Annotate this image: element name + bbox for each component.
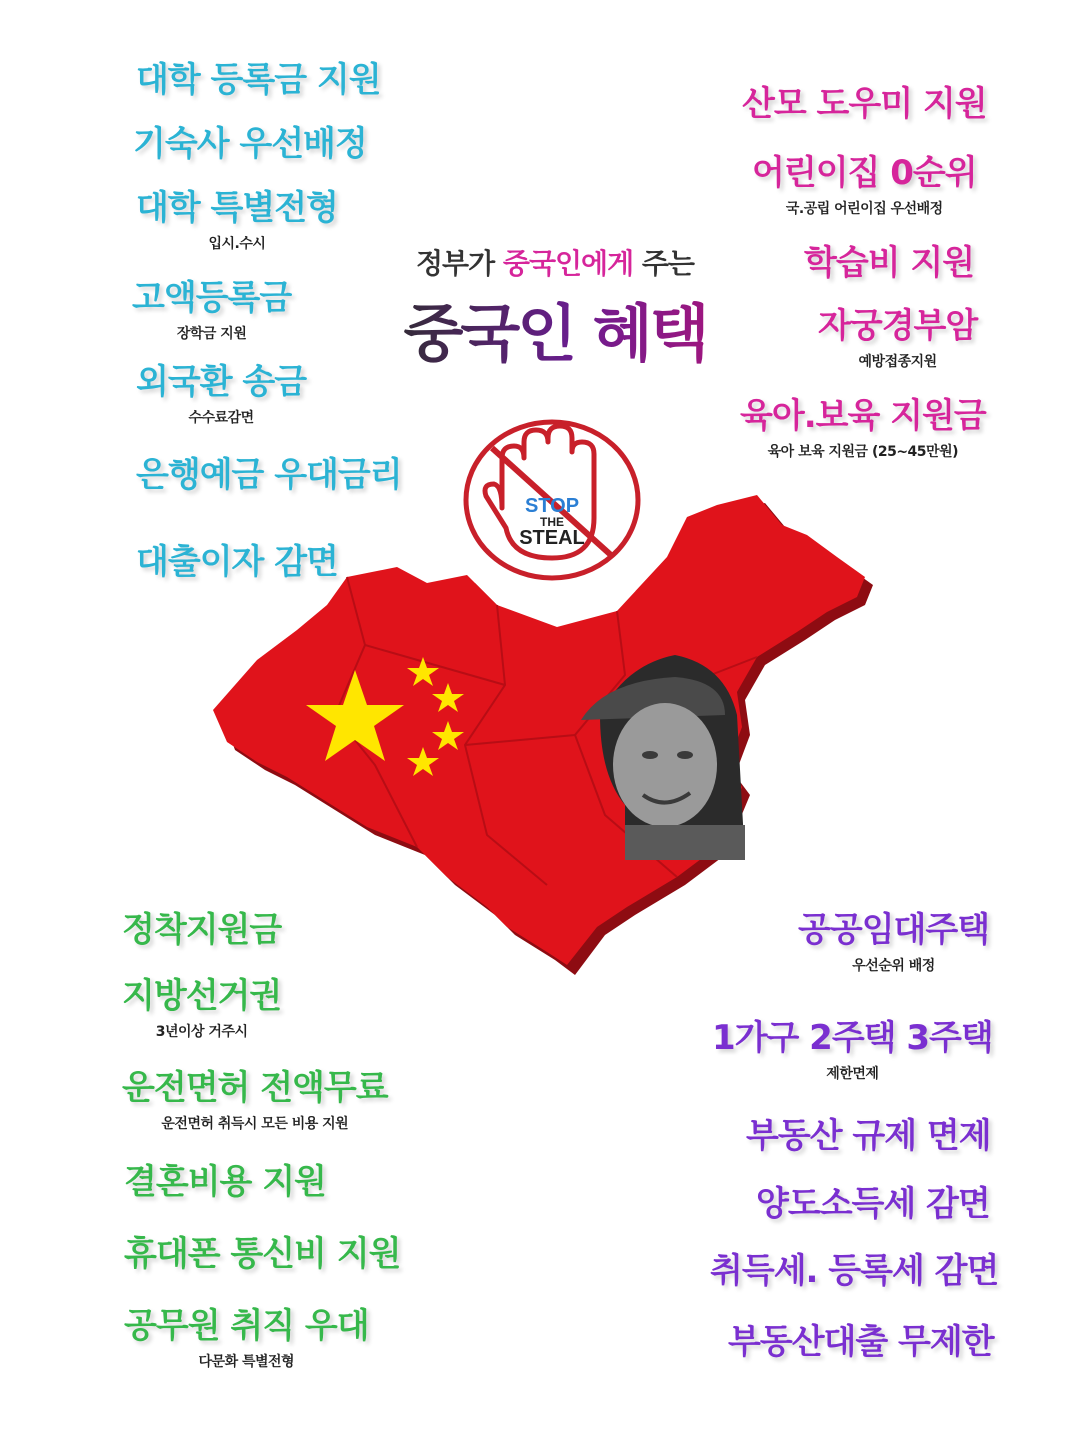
benefit-title: 부동산대출 무제한 [728, 1322, 994, 1362]
benefit-title: 학습비 지원 [804, 243, 975, 283]
benefit-title: 부동산 규제 면제 [746, 1116, 991, 1156]
benefit-item [132, 270, 291, 343]
benefit-title: 대학 등록금 지원 [136, 60, 381, 100]
benefit-title: 공공임대주택 [798, 910, 990, 950]
benefit-item [136, 52, 381, 101]
benefit-title: 대학 특별전형 [136, 188, 338, 228]
benefit-title: 고액등록금 [132, 278, 292, 318]
benefit-item [122, 1060, 388, 1133]
benefit-subtitle: 3년이상 거주시 [155, 1024, 248, 1040]
badge-text [462, 496, 642, 548]
benefit-subtitle: 육아 보육 지원금 (25~45만원) [767, 444, 958, 460]
benefit-item [122, 968, 281, 1041]
benefit-subtitle: 국.공립 어린이집 우선배정 [785, 201, 943, 217]
benefit-item [124, 1154, 326, 1203]
benefit-title: 지방선거권 [122, 976, 282, 1016]
heading-subtitle [380, 242, 730, 282]
benefit-item [124, 1226, 400, 1275]
benefit-item [752, 145, 977, 218]
heading-sub-prefix: 정부가 [415, 247, 503, 280]
benefit-title: 어린이집 0순위 [752, 153, 977, 193]
benefit-title: 공무원 취직 우대 [124, 1306, 369, 1346]
page-heading [380, 242, 730, 373]
benefit-title: 1가구 2주택 3주택 [712, 1018, 993, 1058]
benefit-item [122, 902, 281, 951]
stop-the-steal-badge [462, 418, 642, 583]
benefit-subtitle: 우선순위 배정 [852, 958, 935, 974]
benefit-title: 양도소득세 감면 [756, 1184, 990, 1224]
benefit-item [818, 298, 977, 371]
benefit-title: 은행예금 우대금리 [136, 455, 402, 495]
benefit-item [133, 116, 367, 165]
benefit-subtitle: 운전면허 취득시 모든 비용 지원 [161, 1116, 349, 1132]
benefit-item [742, 76, 987, 125]
heading-sub-highlight: 중국인에게 [502, 247, 634, 280]
benefit-title: 외국환 송금 [136, 362, 307, 402]
benefit-item [712, 1010, 993, 1083]
benefit-title: 자궁경부암 [818, 306, 978, 346]
benefit-item [746, 1108, 991, 1157]
heading-sub-suffix: 주는 [633, 247, 694, 280]
heading-title: 중국인 혜택 [380, 284, 730, 373]
benefit-item [710, 1243, 998, 1292]
benefit-title: 운전면허 전액무료 [122, 1068, 388, 1108]
benefit-item [756, 1176, 990, 1225]
benefit-title: 취득세. 등록세 감면 [710, 1251, 999, 1291]
benefit-title: 기숙사 우선배정 [133, 124, 367, 164]
benefit-subtitle: 예방접종지원 [858, 354, 937, 370]
badge-line-2: THE [540, 515, 564, 529]
benefit-item [136, 180, 338, 253]
benefit-title: 육아.보육 지원금 [740, 396, 986, 436]
benefit-title: 대출이자 감면 [136, 542, 338, 582]
benefit-title: 산모 도우미 지원 [742, 84, 987, 124]
badge-line-3: STEAL [519, 527, 585, 549]
benefit-item [798, 902, 989, 975]
benefit-item [728, 1314, 994, 1363]
benefit-subtitle: 제한면제 [826, 1066, 879, 1082]
benefit-subtitle: 다문화 특별전형 [198, 1354, 295, 1370]
benefit-subtitle: 수수료감면 [188, 410, 254, 426]
benefit-title: 정착지원금 [122, 910, 282, 950]
benefit-item [804, 235, 974, 284]
benefit-subtitle: 장학금 지원 [176, 326, 247, 342]
benefit-title: 휴대폰 통신비 지원 [124, 1234, 401, 1274]
benefit-item [124, 1298, 369, 1371]
benefit-subtitle: 입시.수시 [208, 236, 266, 252]
benefit-title: 결혼비용 지원 [124, 1162, 326, 1202]
badge-line-1: STOP [524, 495, 580, 517]
